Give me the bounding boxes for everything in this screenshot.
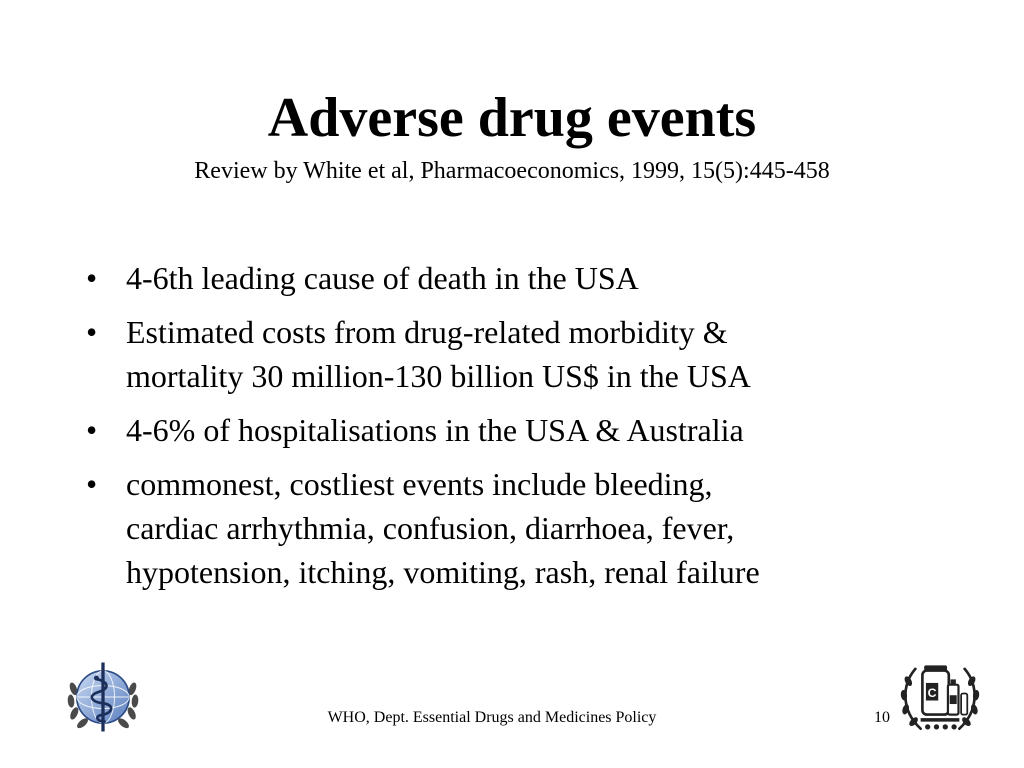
bullet-item [86,462,946,594]
essential-drugs-emblem-icon [896,652,984,742]
bullet-marker: • [86,466,98,502]
bullet-line: 4-6% of hospitalisations in the USA & Australia [126,412,744,448]
bullet-line: 4-6th leading cause of death in the USA [126,260,639,296]
slide-subtitle: Review by White et al, Pharmacoeconomics, 1999, 15(5):445-458 [194,158,830,184]
svg-text:C: C [927,686,937,700]
bullet-line: Estimated costs from drug-related morbidity & [126,314,728,350]
bullet-marker: • [86,412,98,448]
bullet-marker: • [86,260,98,296]
page-number: 10 [874,709,890,726]
bullet-line: mortality 30 million-130 billion US$ in the USA [126,358,751,394]
bullet-list [86,256,946,604]
bullet-marker: • [86,314,98,350]
bullet-item [86,256,946,300]
bullet-item [86,408,946,452]
footer-text: WHO, Dept. Essential Drugs and Medicines Policy [327,709,657,726]
bullet-item [86,310,946,398]
bullet-line: hypotension, itching, vomiting, rash, renal failure [126,554,760,590]
bullet-line: cardiac arrhythmia, confusion, diarrhoea, fever, [126,510,735,546]
slide-title: Adverse drug events [267,87,757,149]
bullet-line: commonest, costliest events include bleeding, [126,466,713,502]
